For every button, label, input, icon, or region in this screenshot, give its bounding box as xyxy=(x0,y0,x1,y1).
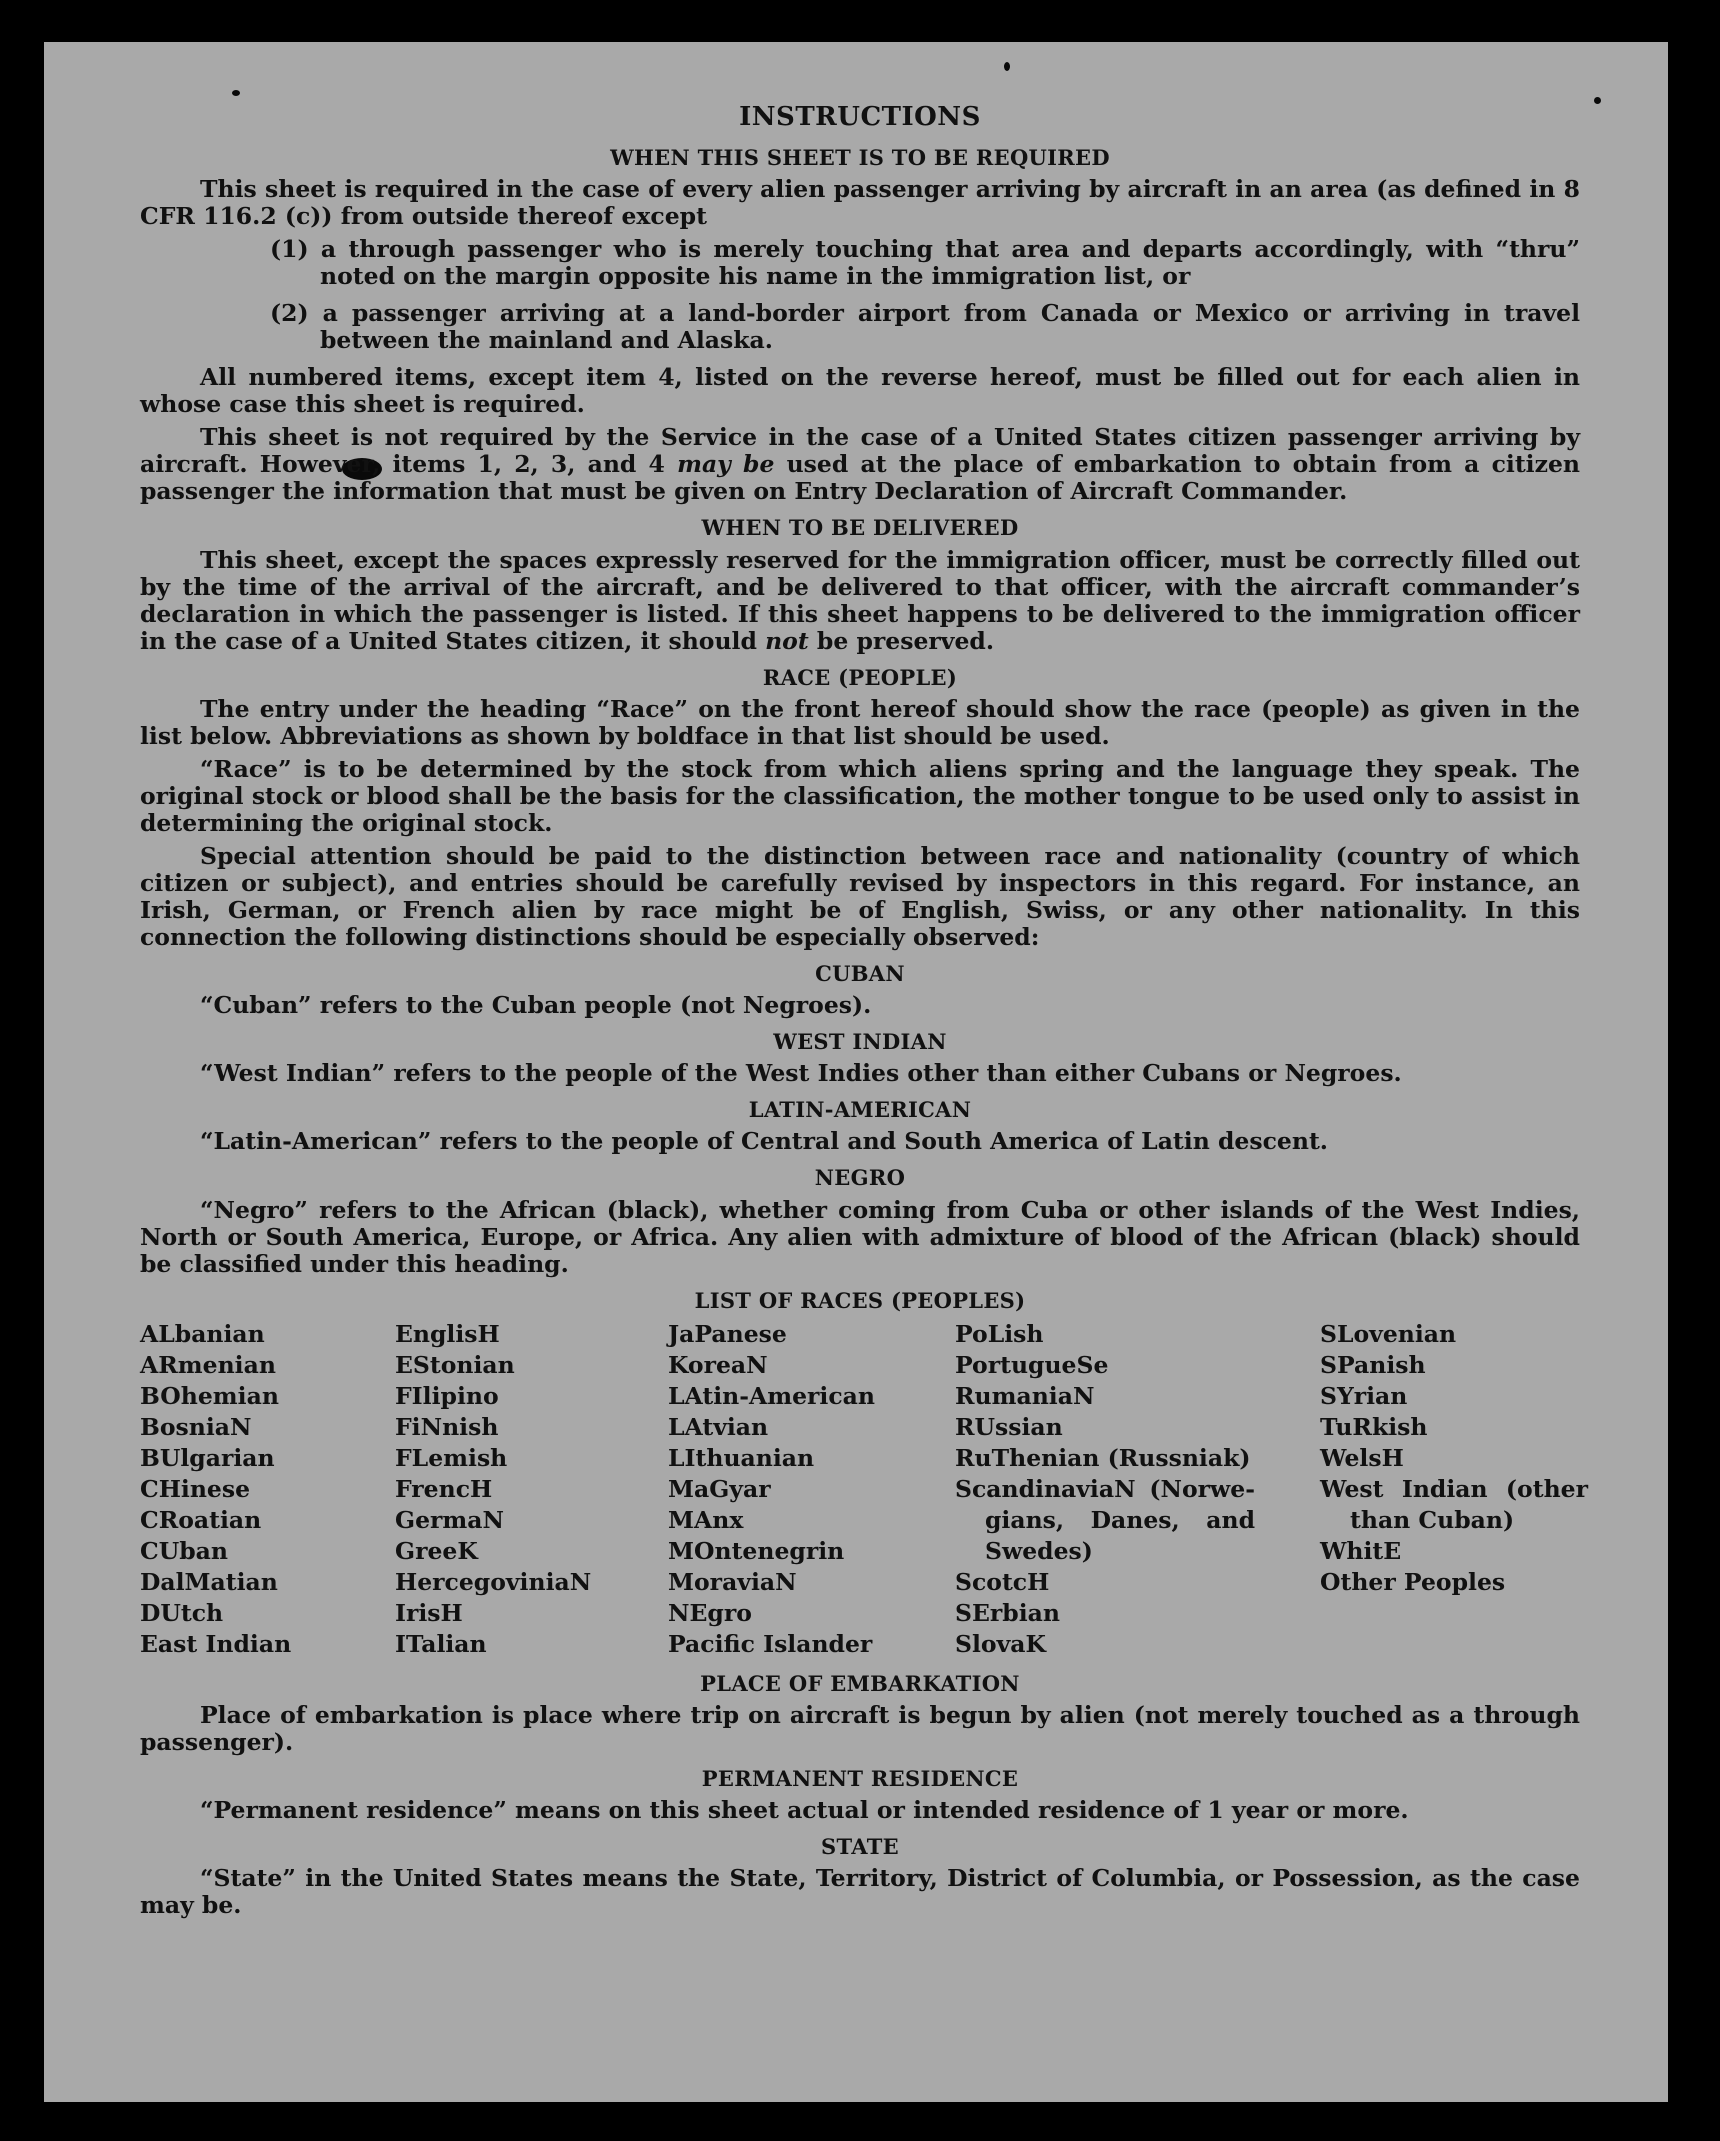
race-list-item: MAnx xyxy=(668,1505,744,1534)
race-list-item: RuThenian (Russniak) xyxy=(955,1443,1251,1472)
race-list-item: EStonian xyxy=(395,1350,515,1379)
race-list-item: FIlipino xyxy=(395,1381,499,1410)
race-list-item: WhitE xyxy=(1320,1536,1402,1565)
race-list-item: ITalian xyxy=(395,1629,487,1658)
race-list-item: HercegoviniaN xyxy=(395,1567,592,1596)
delivered-text-emphasis: not xyxy=(765,626,809,655)
race-list-item: Pacific Islander xyxy=(668,1629,873,1658)
heading-embarkation: PLACE OF EMBARKATION xyxy=(700,1670,1020,1696)
race-paragraph-1: The entry under the heading “Race” on the front hereof should show the race (people) as given in the list below. Abbreviations as shown by boldface in that list should be used. xyxy=(140,694,1580,750)
race-column-3 xyxy=(668,1319,875,1660)
page-title: INSTRUCTIONS xyxy=(739,102,981,132)
ink-speck xyxy=(232,90,240,96)
race-paragraph-3: Special attention should be paid to the distinction between race and nationality (country of which citizen or subject), and entries should be carefully revised by inspectors in this regard. For instance, an Irish, German, or French alien by race might be of English, Swiss, or any other nationality. In this connection the following distinctions should be especially observed: xyxy=(140,841,1580,951)
when-required-intro: This sheet is required in the case of every alien passenger arriving by aircraft in an area (as defined in 8 CFR 116.2 (c)) from outside thereof except xyxy=(140,175,1580,231)
race-list-item: BUlgarian xyxy=(140,1443,275,1472)
race-list-item: TuRkish xyxy=(1320,1412,1428,1441)
race-list-item: MaGyar xyxy=(668,1474,771,1503)
race-list-item: ScotcH xyxy=(955,1567,1050,1596)
race-list-item: SlovaK xyxy=(955,1629,1046,1658)
race-list-item: RUssian xyxy=(955,1412,1063,1441)
race-list-item: SYrian xyxy=(1320,1381,1408,1410)
race-list-item: IrisH xyxy=(395,1598,463,1627)
race-list-item: PortugueSe xyxy=(955,1350,1109,1379)
negro-text: “Negro” refers to the African (black), whether coming from Cuba or other islands of the West Indies, North or South America, Europe, or Africa. Any alien with admixture of blood of the African (black) should be classified under this heading. xyxy=(140,1195,1580,1278)
race-list-item: West Indian (other than Cuban) xyxy=(1320,1474,1588,1534)
race-list-item: WelsH xyxy=(1320,1443,1404,1472)
citizen-text-b: used at the place of embarkation to obtain from a citizen passenger the information that must be given on Entry Declaration of Aircraft Commander. xyxy=(140,450,1580,506)
race-list-item: CHinese xyxy=(140,1474,251,1503)
cuban-text: “Cuban” refers to the Cuban people (not Negroes). xyxy=(200,990,872,1019)
exception-item-2: (2) a passenger arriving at a land-border airport from Canada or Mexico or arriving in travel between the mainland and Alaska. xyxy=(270,299,1580,355)
race-list-item: East Indian xyxy=(140,1629,292,1658)
race-list-item: LAtvian xyxy=(668,1412,769,1441)
race-list-item: RumaniaN xyxy=(955,1381,1095,1410)
heading-cuban: CUBAN xyxy=(815,960,905,986)
race-list-item: Other Peoples xyxy=(1320,1567,1506,1596)
race-list-item: PoLish xyxy=(955,1319,1044,1348)
latin-american-text: “Latin-American” refers to the people of Central and South America of Latin descent. xyxy=(200,1127,1328,1156)
citizen-paragraph xyxy=(140,424,1580,505)
state-text: “State” in the United States means the State, Territory, District of Columbia, or Possession, as the case may be. xyxy=(140,1864,1580,1920)
race-list-item: FLemish xyxy=(395,1443,508,1472)
heading-when-delivered: WHEN TO BE DELIVERED xyxy=(701,515,1019,541)
heading-when-required: WHEN THIS SHEET IS TO BE REQUIRED xyxy=(610,145,1110,171)
race-column-5 xyxy=(1320,1319,1588,1598)
race-list-item: ARmenian xyxy=(140,1350,276,1379)
race-list xyxy=(140,1319,1588,1661)
race-column-4 xyxy=(955,1319,1255,1660)
heading-negro: NEGRO xyxy=(814,1165,906,1191)
race-list-item: ScandinaviaN (Norwe-gians, Danes, and Swedes) xyxy=(955,1474,1255,1565)
residence-text: “Permanent residence” means on this sheet actual or intended residence of 1 year or more. xyxy=(200,1796,1409,1825)
race-list-item: FrencH xyxy=(395,1474,493,1503)
race-list-item: CRoatian xyxy=(140,1505,262,1534)
race-list-item: LAtin-American xyxy=(668,1381,875,1410)
race-list-item: MOntenegrin xyxy=(668,1536,845,1565)
west-indian-text: “West Indian” refers to the people of the West Indies other than either Cubans or Negroes. xyxy=(200,1059,1402,1088)
embarkation-text: Place of embarkation is place where trip on aircraft is begun by alien (not merely touched as a through passenger). xyxy=(140,1700,1580,1756)
race-list-item: DUtch xyxy=(140,1598,224,1627)
race-list-item: SErbian xyxy=(955,1598,1060,1627)
document-sheet xyxy=(44,42,1668,2102)
when-delivered-paragraph xyxy=(140,547,1580,655)
citizen-text-emphasis: may be xyxy=(677,450,775,479)
heading-west-indian: WEST INDIAN xyxy=(773,1028,947,1054)
heading-permanent-residence: PERMANENT RESIDENCE xyxy=(701,1765,1019,1791)
delivered-text-b: be preserved. xyxy=(816,626,995,655)
race-list-item: NEgro xyxy=(668,1598,752,1627)
exception-item-1: (1) a through passenger who is merely touching that area and departs accordingly, with “thru” noted on the margin opposite his name in the immigration list, or xyxy=(270,235,1580,291)
heading-race: RACE (PEOPLE) xyxy=(762,664,958,690)
ink-speck xyxy=(1004,62,1010,71)
race-list-item: BOhemian xyxy=(140,1381,279,1410)
race-list-item: SLovenian xyxy=(1320,1319,1457,1348)
race-list-item: BosniaN xyxy=(140,1412,252,1441)
race-list-item: FiNnish xyxy=(395,1412,499,1441)
numbered-items-paragraph: All numbered items, except item 4, listed on the reverse hereof, must be filled out for each alien in whose case this sheet is required. xyxy=(140,363,1580,419)
race-list-item: LIthuanian xyxy=(668,1443,815,1472)
race-list-item: GermaN xyxy=(395,1505,504,1534)
race-list-item: JaPanese xyxy=(668,1319,787,1348)
ink-speck xyxy=(1594,97,1601,104)
instructions-content xyxy=(140,102,1588,1925)
race-list-item: GreeK xyxy=(395,1536,478,1565)
race-column-1 xyxy=(140,1319,291,1660)
race-list-item: DalMatian xyxy=(140,1567,278,1596)
race-list-item: CUban xyxy=(140,1536,228,1565)
delivered-text-a: This sheet, except the spaces expressly reserved for the immigration officer, must be correctly filled out by the time of the arrival of the aircraft, and be delivered to that officer, with the aircraft commander’s declaration in which the passenger is listed. If this sheet happens to be delivered to the immigration officer in the case of a United States citizen, it should xyxy=(140,545,1580,655)
citizen-text-a: This sheet is not required by the Service in the case of a United States citizen passenger arriving by aircraft. However, items 1, 2, 3, and 4 xyxy=(140,423,1580,479)
race-list-item: ALbanian xyxy=(140,1319,265,1348)
race-paragraph-2: “Race” is to be determined by the stock from which aliens spring and the language they speak. The original stock or blood shall be the basis for the classification, the mother tongue to be used only to assist in determining the original stock. xyxy=(140,754,1580,837)
race-list-item: KoreaN xyxy=(668,1350,768,1379)
heading-latin-american: LATIN-AMERICAN xyxy=(748,1097,972,1123)
heading-list-of-races: LIST OF RACES (PEOPLES) xyxy=(694,1287,1026,1313)
race-list-item: MoraviaN xyxy=(668,1567,797,1596)
race-column-2 xyxy=(395,1319,591,1660)
race-list-item: EnglisH xyxy=(395,1319,500,1348)
heading-state: STATE xyxy=(821,1834,899,1860)
race-list-item: SPanish xyxy=(1320,1350,1426,1379)
